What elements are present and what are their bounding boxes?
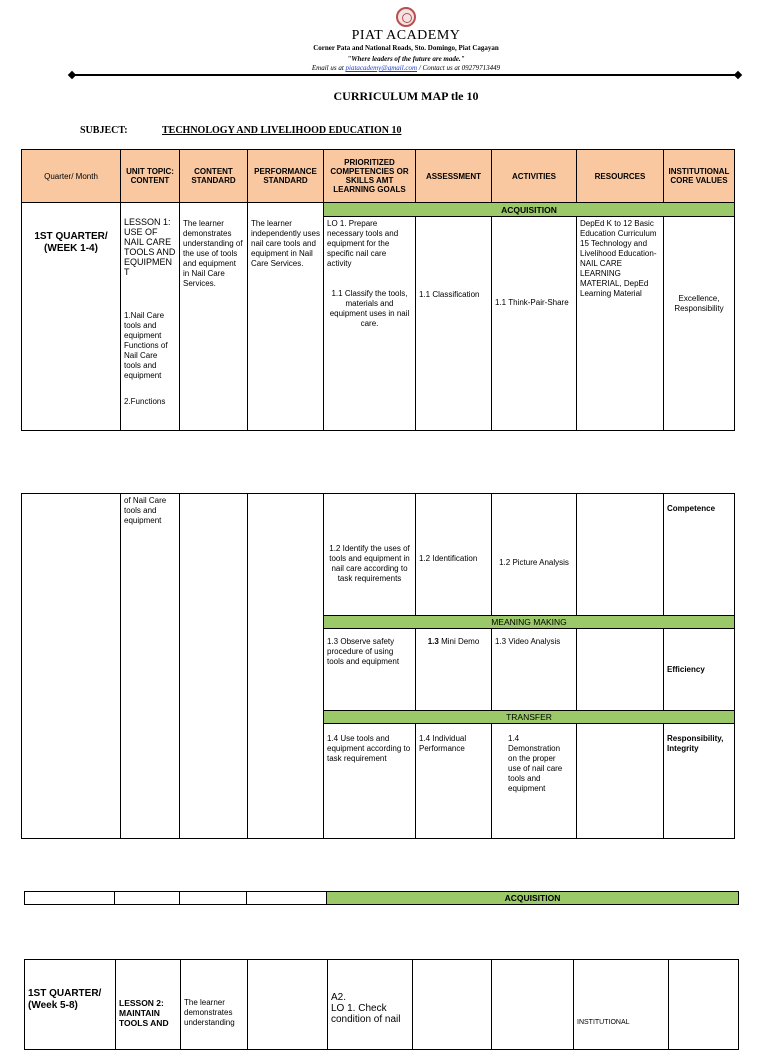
topic-item-2: 2.Functions [124,397,166,406]
quarter-cell [22,494,121,839]
unit-topic-cell [121,203,180,431]
value-responsibility: Responsibility, Integrity [664,724,735,839]
value-competence: Competence [664,494,735,616]
activity-cell: 1.1 Think-Pair-Share [492,217,577,431]
curriculum-table-4 [24,959,739,1050]
assessment-cell: 1.1 Classification [416,217,492,431]
competency-1-4: 1.4 Use tools and equipment according to task requirement [324,724,416,839]
assessment-1-3-number: 1.3 [427,637,439,646]
resources-cell [577,494,664,616]
lo-text: LO 1. Prepare necessary tools and equipment for the specific nail care activity [327,219,399,268]
performance-standard-cell [248,494,324,839]
assessment-1-3 [416,629,492,711]
resources-cell [577,629,664,711]
assessment-1-3-text: Mini Demo [441,637,480,646]
col-performance-standard: PERFORMANCE STANDARD [248,150,324,203]
content-standard-cell: The learner demonstrates understanding [181,960,248,1050]
competency-1-3: 1.3 Observe safety procedure of using tools and equipment [324,629,416,711]
performance-standard-cell [248,960,328,1050]
topic-continued-cell: of Nail Care tools and equipment [121,494,180,839]
topic-item-1: 1.Nail Care tools and equipment Functions of Nail Care tools and equipment [124,311,168,380]
lo-text: LO 1. Check condition of nail [331,1003,401,1025]
subject-value: TECHNOLOGY AND LIVELIHOOD EDUCATION 10 [162,125,402,136]
school-seal-icon [396,7,416,27]
assessment-cell [413,960,492,1050]
competency-cell [328,960,413,1050]
col-quarter-month: Quarter/ Month [22,150,121,203]
competency-1-2: 1.2 Identify the uses of tools and equipment in nail care according to task requirements [324,494,416,616]
col-unit-topic: UNIT TOPIC: CONTENT [121,150,180,203]
resources-cell [577,724,664,839]
activity-1-3: 1.3 Video Analysis [492,629,577,711]
quarter-cell: 1ST QUARTER/ (WEEK 1-4) [22,203,121,431]
curriculum-table-2 [21,493,735,839]
divider-right-diamond-icon [734,71,742,79]
email-link[interactable]: piatacademy@gmail.com [345,64,418,72]
school-address: Corner Pata and National Roads, Sto. Domingo, Piat Cagayan [313,44,499,52]
document-title: CURRICULUM MAP tle 10 [333,89,479,103]
activity-1-4: 1.4 Demonstration on the proper use of nail care tools and equipment [492,724,577,839]
school-motto: "Where leaders of the future are made." [347,55,465,63]
assessment-1-4: 1.4 Individual Performance [416,724,492,839]
empty-cell [25,892,115,905]
contact-line [0,64,768,72]
core-values-cell [669,960,739,1050]
competency-cell [324,217,416,431]
empty-cell [115,892,180,905]
activity-cell [492,960,574,1050]
curriculum-table-1 [21,149,735,431]
stage-acquisition: ACQUISITION [324,203,735,217]
col-assessment: ASSESSMENT [416,150,492,203]
core-values-cell: Excellence, Responsibility [664,217,735,431]
email-prefix: Email us at [311,64,344,72]
competency-1-1: 1.1 Classify the tools, materials and equipment uses in nail care. [329,289,410,328]
stage-transfer: TRANSFER [324,711,735,724]
stage-meaning-making: MEANING MAKING [324,616,735,629]
col-activities: ACTIVITIES [492,150,577,203]
content-standard-cell: The learner demonstrates understanding of the use of tools and equipment in Nail Care Services. [180,203,248,431]
lesson-title: LESSON 1: USE OF NAIL CARE TOOLS AND EQUIPMENT [124,217,176,277]
content-standard-cell [180,494,248,839]
activity-1-2: 1.2 Picture Analysis [492,494,577,616]
col-content-standard: CONTENT STANDARD [180,150,248,203]
resources-cell: DepEd K to 12 Basic Education Curriculum 15 Technology and Livelihood Education- NAIL CARE LEARNING MATERIAL, DepEd Learning Material [577,217,664,431]
stage-acquisition: ACQUISITION [327,892,739,905]
empty-cell [180,892,247,905]
subject-label: SUBJECT: [80,125,128,136]
col-resources: RESOURCES [577,150,664,203]
col-competencies: PRIORITIZED COMPETENCIES OR SKILLS AMT LEARNING GOALS [324,150,416,203]
empty-cell [247,892,327,905]
performance-standard-cell: The learner independently uses nail care tools and equipment in Nail Care Services. [248,203,324,431]
curriculum-table-3 [24,891,739,905]
competency-code: A2. [331,992,347,1003]
value-efficiency: Efficiency [664,629,735,711]
quarter-cell: 1ST QUARTER/ (Week 5-8) [25,960,116,1050]
header-divider [72,74,738,76]
contact-number: / Contact us at 09279713449 [418,64,501,72]
resources-cell: INSTITUTIONAL [574,960,669,1050]
assessment-1-2: 1.2 Identification [416,494,492,616]
school-name: PIAT ACADEMY [351,28,461,43]
col-core-values: INSTITUTIONAL CORE VALUES [664,150,735,203]
lesson-title: LESSON 2: MAINTAIN TOOLS AND [116,960,181,1050]
